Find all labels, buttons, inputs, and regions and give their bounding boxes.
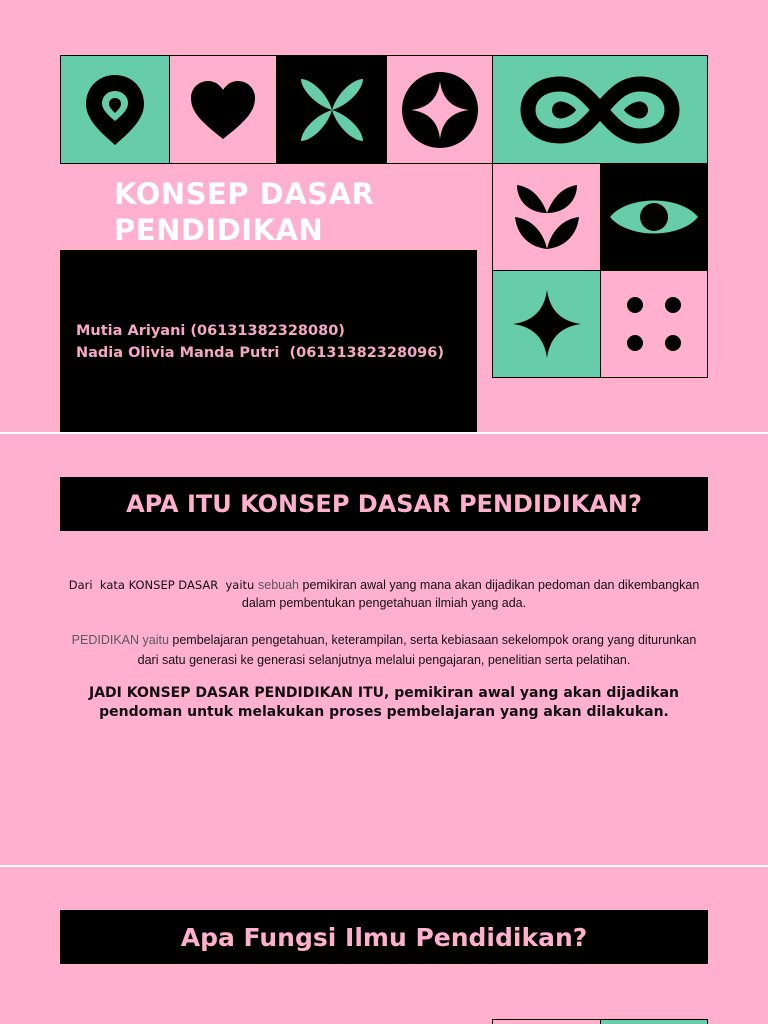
- tile-dots: [600, 270, 708, 378]
- location-pin-icon: [84, 73, 146, 147]
- star-circle-icon: [401, 71, 479, 149]
- tile-infinity: [492, 55, 708, 164]
- leaf-sprout-icon: [513, 183, 581, 251]
- four-petal-flower-icon: [297, 75, 367, 145]
- author-1: Mutia Ariyani (06131382328080): [76, 323, 345, 339]
- title-slide: [0, 0, 768, 432]
- tile-location: [60, 55, 170, 164]
- infinity-icon: [520, 74, 680, 146]
- author-2: Nadia Olivia Manda Putri (06131382328096): [76, 345, 444, 361]
- definition-slide: [0, 434, 768, 865]
- slide-heading-text: Apa Fungsi Ilmu Pendidikan?: [180, 922, 588, 952]
- eye-icon: [608, 193, 700, 241]
- tile-sparkle: [492, 270, 601, 378]
- p1-text-a: Dari kata KONSEP DASAR yaitu: [68, 578, 258, 592]
- slide-heading-text: APA ITU KONSEP DASAR PENDIDIKAN?: [126, 490, 642, 518]
- paragraph-konsep-dasar: [60, 576, 708, 612]
- slide-heading: [60, 477, 708, 531]
- p2-text-a: PEDIDIKAN yaitu: [71, 633, 169, 647]
- heart-icon: [189, 79, 257, 141]
- function-slide: [0, 867, 768, 1024]
- author-box: [60, 250, 477, 432]
- slide-heading: [60, 910, 708, 964]
- tile-star-circle: [386, 55, 493, 164]
- p1-text-c: pemikiran awal yang mana akan dijadikan pedoman dan dikembangkan dalam pembentukan pengetahuan ilmiah yang ada.: [241, 578, 700, 610]
- title-line-1: KONSEP DASAR: [114, 177, 375, 211]
- author-list: [76, 320, 444, 364]
- sparkle-star-icon: [511, 288, 583, 360]
- presentation-title: [114, 176, 374, 248]
- tile-partial-right: [600, 1019, 708, 1024]
- p3-text: JADI KONSEP DASAR PENDIDIKAN ITU, pemikiran awal yang akan dijadikan pendoman untuk melakukan proses pembelajaran yang akan dilakukan.: [89, 685, 679, 720]
- four-dots-icon: [626, 296, 682, 352]
- tile-eye: [600, 163, 708, 271]
- p2-text-b: pembelajaran pengetahuan, keterampilan, serta kebiasaan sekelompok orang yang diturunkan dari satu generasi ke generasi selanjutnya melalui pengajaran, penelitian serta pelatihan.: [137, 633, 697, 667]
- paragraph-pendidikan: [60, 630, 708, 670]
- tile-heart: [169, 55, 277, 164]
- tile-leaf: [492, 163, 601, 271]
- tile-flower: [276, 55, 387, 164]
- paragraph-conclusion: [60, 684, 708, 722]
- p1-text-b: sebuah: [258, 578, 300, 592]
- title-line-2: PENDIDIKAN: [114, 213, 324, 247]
- tile-partial-left: [492, 1019, 601, 1024]
